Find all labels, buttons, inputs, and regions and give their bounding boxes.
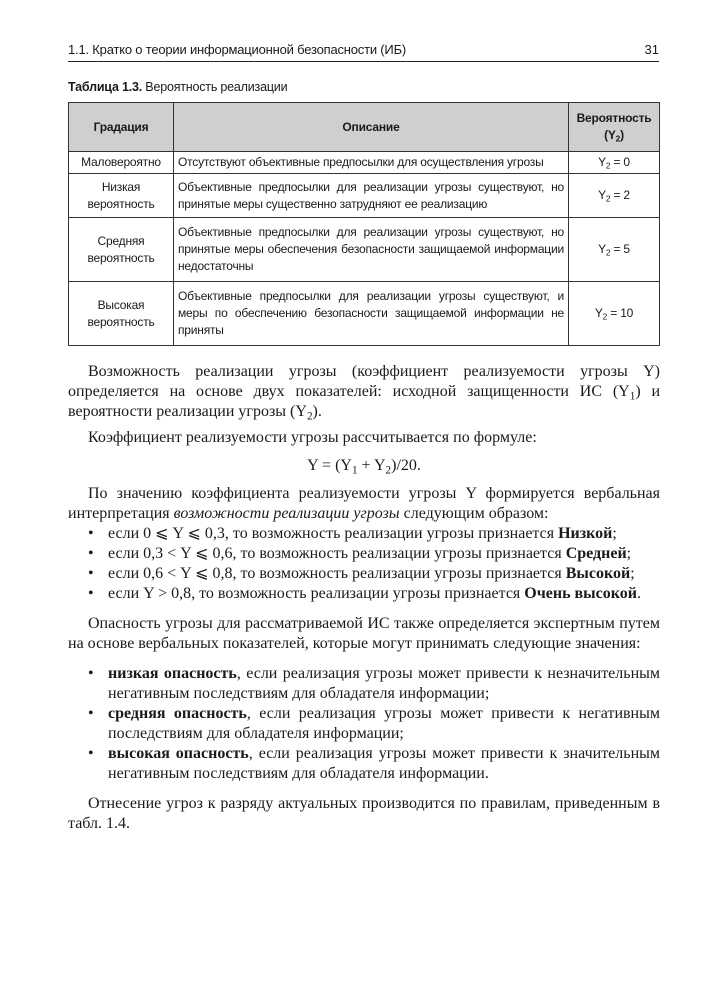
prob-value: = 2	[610, 188, 630, 202]
running-header	[68, 42, 659, 62]
probability-table	[68, 102, 660, 346]
bold-text: Очень высокой	[524, 585, 637, 602]
table-caption-label: Таблица 1.3.	[68, 80, 143, 94]
row-gradation: Маловероятно	[69, 152, 174, 174]
subscript: 2	[306, 410, 313, 423]
row-description: Отсутствуют объективные предпосылки для осуществления угрозы	[174, 152, 569, 174]
list-item	[68, 544, 660, 564]
prob-subscript: 2	[605, 247, 611, 258]
subscript: 1	[629, 390, 636, 403]
text-run: + Y	[357, 457, 386, 474]
text-run: .	[637, 585, 641, 602]
formula	[68, 456, 660, 476]
header-probability-label: Вероятность	[576, 111, 652, 125]
header-gradation: Градация	[69, 103, 174, 152]
bold-text: низкая опасность	[108, 665, 237, 682]
row-description: Объективные предпосылки для реализации угрозы существуют, и меры по обеспечению безопасности защищаемой информации не приняты	[174, 282, 569, 346]
list-item	[68, 744, 660, 784]
bold-text: Высокой	[565, 565, 631, 582]
table-row	[69, 152, 660, 174]
prob-value: = 5	[610, 242, 630, 256]
body-text	[68, 362, 660, 834]
paragraph-verbal-interpretation	[68, 484, 660, 524]
running-title: 1.1. Кратко о теории информационной безопасности (ИБ)	[68, 42, 407, 57]
header-probability-subscript: 2	[615, 133, 621, 144]
header-probability: Вероятность $(Y_2)$	[569, 103, 660, 152]
table-caption	[68, 80, 287, 94]
bullet-icon: •	[88, 525, 94, 542]
bullet-icon: •	[88, 565, 94, 582]
bullet-icon: •	[88, 665, 94, 682]
paragraph-threat-danger: Опасность угрозы для рассматриваемой ИС также определяется экспертным путем на основе вербальных показателей, которые могут принимать следующие значения:	[68, 615, 660, 652]
paragraph-formula-intro: Коэффициент реализуемости угрозы рассчитывается по формуле:	[88, 429, 537, 446]
spacer	[68, 784, 660, 794]
bold-text: средняя опасность	[108, 705, 247, 722]
possibility-list	[68, 524, 660, 604]
table-row	[69, 218, 660, 282]
row-probability	[569, 174, 660, 218]
paragraph-threat-possibility	[68, 362, 660, 422]
paragraph-actual-threats: Отнесение угроз к разряду актуальных производится по правилам, приведенным в табл. 1.4.	[68, 795, 660, 832]
subscript: 1	[351, 464, 358, 477]
bullet-icon: •	[88, 545, 94, 562]
row-gradation: Средняя вероятность	[69, 218, 174, 282]
table-header-row	[69, 103, 660, 152]
bold-text: высокая опасность	[108, 745, 249, 762]
bullet-icon: •	[88, 745, 94, 762]
text-run: ;	[630, 565, 635, 582]
list-item	[68, 664, 660, 704]
text-run: , если реализация угрозы может привести к значительным негативным последствиям для обладателя информации.	[108, 745, 661, 782]
prob-value: = 10	[607, 306, 634, 320]
text-run: , если реализация угрозы может привести к негативным последствиям для обладателя информации;	[108, 705, 660, 742]
text-run: если 0 ⩽ Y ⩽ 0,3, то возможность реализации угрозы признается	[108, 525, 559, 542]
table-row	[69, 282, 660, 346]
table-caption-title: Вероятность реализации	[142, 80, 288, 94]
prob-subscript: 2	[605, 193, 611, 204]
prob-value: = 0	[610, 155, 630, 169]
bold-text: Средней	[565, 545, 627, 562]
text-run: По значению коэффициента реализуемости угрозы Y формируется вербальная интерпретация	[68, 485, 660, 522]
row-probability	[569, 152, 660, 174]
text-run: , если реализация угрозы может привести к незначительным негативным последствиям для обладателя информации;	[108, 665, 661, 702]
text-run: ;	[626, 545, 632, 562]
header-description: Описание	[174, 103, 569, 152]
list-item	[68, 564, 660, 584]
row-gradation: Высокая вероятность	[69, 282, 174, 346]
row-gradation: Низкая вероятность	[69, 174, 174, 218]
subscript: 2	[385, 464, 392, 477]
row-description: Объективные предпосылки для реализации угрозы существуют, но принятые меры существенно затрудняют ее реализацию	[174, 174, 569, 218]
prob-symbol: Y	[598, 155, 606, 169]
danger-list	[68, 664, 660, 784]
page-number: 31	[644, 42, 659, 57]
table-row	[69, 174, 660, 218]
prob-symbol: Y	[598, 242, 606, 256]
text-run: )/20.	[391, 457, 421, 474]
text-run: если 0,6 < Y ⩽ 0,8, то возможность реализации угрозы признается	[108, 565, 566, 582]
prob-subscript: 2	[605, 160, 611, 171]
text-run: следующим образом:	[399, 505, 549, 522]
row-description: Объективные предпосылки для реализации угрозы существуют, но принятые меры обеспечения безопасности защищаемой информации недостаточны	[174, 218, 569, 282]
text-run: если 0,3 < Y ⩽ 0,6, то возможность реализации угрозы признается	[108, 545, 566, 562]
text-run: Y = (Y	[307, 457, 352, 474]
list-item	[68, 704, 660, 744]
prob-symbol: Y	[594, 306, 603, 320]
text-run: если Y > 0,8, то возможность реализации угрозы признается	[108, 585, 525, 602]
bullet-icon: •	[88, 585, 94, 602]
prob-symbol: Y	[598, 188, 606, 202]
italic-text: возможности реализации угрозы	[173, 505, 400, 522]
prob-subscript: 2	[602, 311, 608, 322]
bold-text: Низкой	[558, 525, 613, 542]
list-item	[68, 584, 660, 604]
text-run: Возможность реализации угрозы (коэффициент реализуемости угрозы Y) определяется на основе двух показателей: исходной защищенности ИС (Y	[68, 363, 660, 400]
header-rule	[68, 61, 659, 62]
spacer	[68, 604, 660, 614]
text-run: ) и вероятности реализации угрозы (Y	[68, 383, 661, 420]
list-item	[68, 524, 660, 544]
row-probability	[569, 282, 660, 346]
text-run: ;	[612, 525, 617, 542]
text-run: ).	[312, 403, 322, 420]
spacer	[68, 654, 660, 664]
header-probability-symbol: Y	[607, 128, 616, 142]
bullet-icon: •	[88, 705, 94, 722]
row-probability	[569, 218, 660, 282]
